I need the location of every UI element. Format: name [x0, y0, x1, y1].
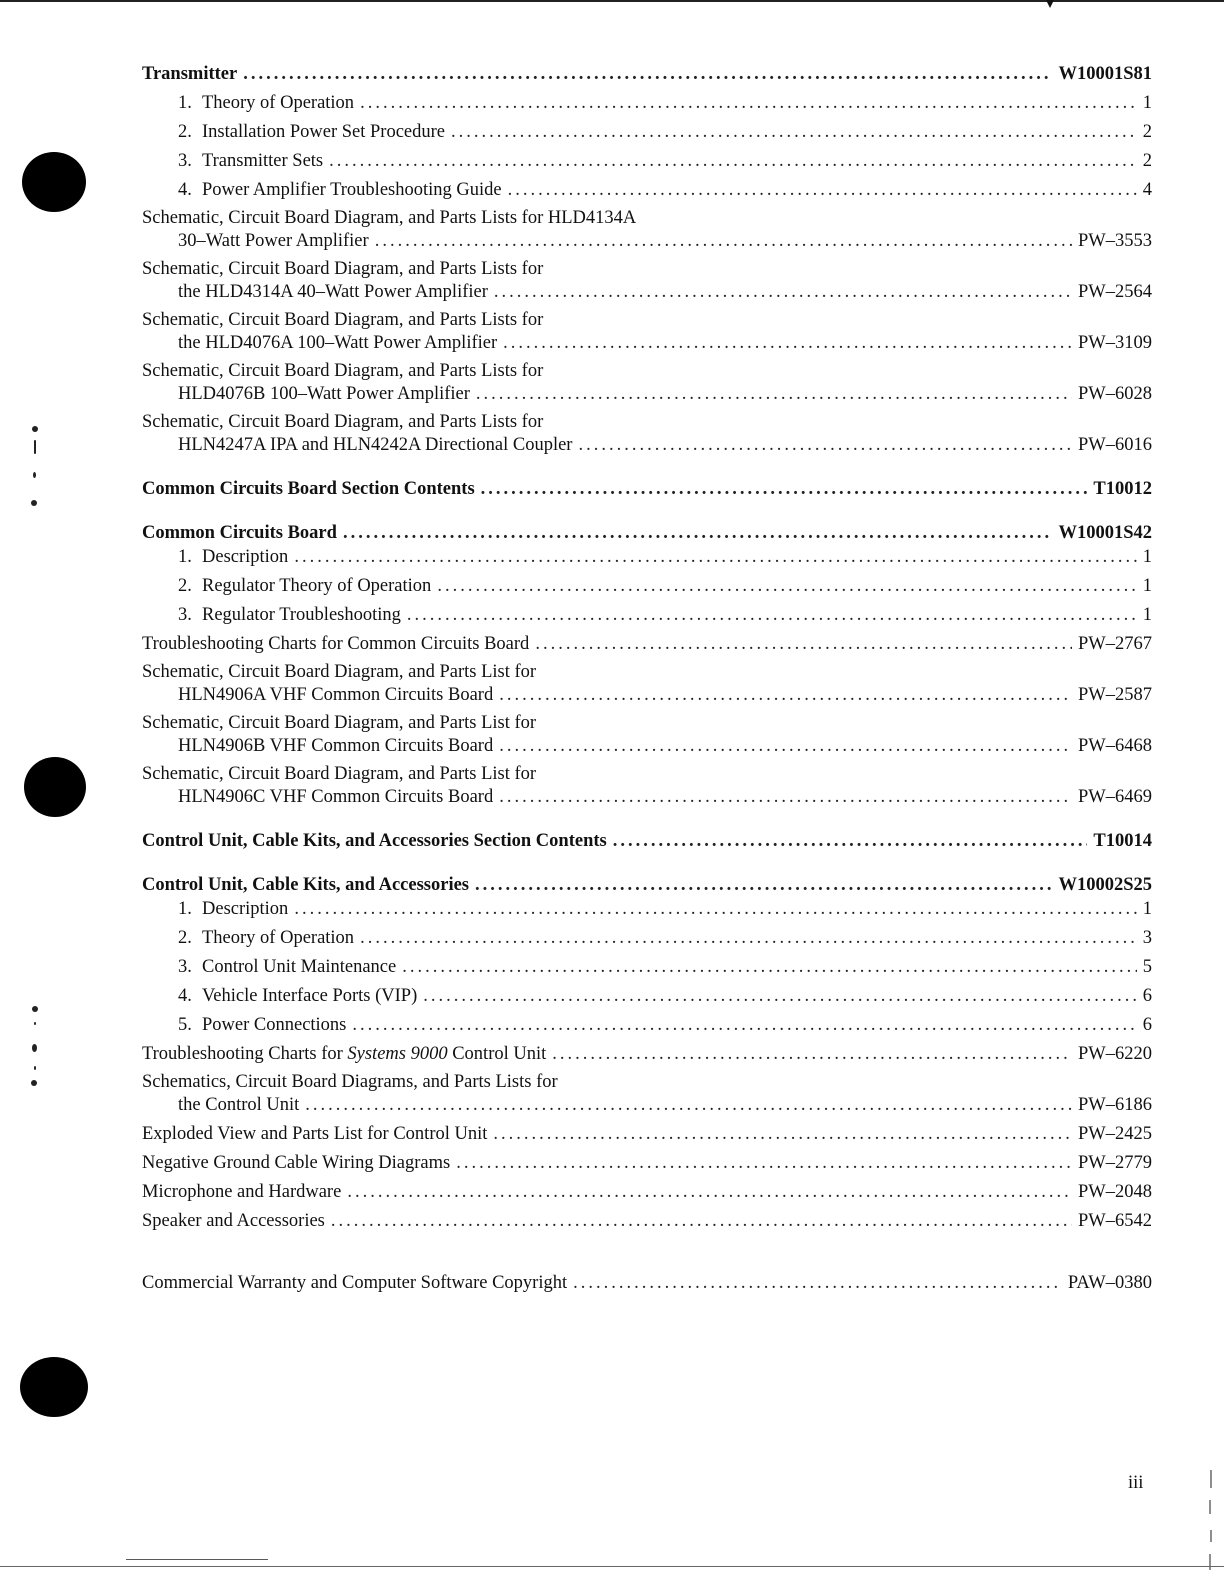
dot-leader — [347, 1180, 1072, 1204]
punch-hole — [24, 757, 86, 817]
dot-leader — [578, 433, 1072, 457]
item-number: 2. — [178, 928, 192, 948]
item-number: 3. — [178, 151, 192, 171]
toc-doc-entry[interactable] — [142, 763, 1152, 809]
toc-entry[interactable] — [142, 1209, 1152, 1233]
doc-ref: PW–3109 — [1078, 333, 1152, 353]
item-label: Theory of Operation — [202, 928, 355, 948]
doc-title-line: Schematic, Circuit Board Diagram, and Parts Lists for — [142, 259, 544, 279]
item-label: Regulator Troubleshooting — [202, 605, 401, 625]
doc-title-line: Schematic, Circuit Board Diagram, and Parts Lists for HLD4134A — [142, 208, 637, 228]
toc-item[interactable] — [142, 897, 1152, 921]
page-number: iii — [1128, 1473, 1144, 1493]
doc-ref: PW–6016 — [1078, 435, 1152, 455]
doc-ref: PW–3553 — [1078, 231, 1152, 251]
toc-entry-warranty[interactable] — [142, 1271, 1152, 1295]
doc-subtitle: HLN4247A IPA and HLN4242A Directional Coupler — [178, 435, 573, 455]
item-number: 5. — [178, 1015, 192, 1035]
item-page: 6 — [1142, 1015, 1152, 1035]
speck — [32, 1006, 38, 1012]
item-page: 2 — [1142, 151, 1152, 171]
toc-label: Control Unit, Cable Kits, and Accessories Section Contents — [142, 831, 607, 851]
entry-label: Negative Ground Cable Wiring Diagrams — [142, 1153, 451, 1173]
dot-leader — [493, 1122, 1072, 1146]
toc-doc-entry[interactable] — [142, 1071, 1152, 1117]
toc-item[interactable] — [142, 120, 1152, 144]
dot-leader — [573, 1271, 1062, 1295]
toc-ref: T10012 — [1093, 479, 1152, 499]
item-page: 1 — [1142, 93, 1152, 113]
doc-ref: PW–6186 — [1078, 1095, 1152, 1115]
dot-leader — [402, 955, 1137, 979]
entry-label: Exploded View and Parts List for Control Unit — [142, 1124, 488, 1144]
dot-leader — [475, 873, 1052, 897]
dot-leader — [360, 926, 1137, 950]
doc-ref: PW–6469 — [1078, 787, 1152, 807]
toc-doc-entry[interactable] — [142, 309, 1152, 355]
dot-leader — [375, 229, 1072, 253]
entry-ref: PW–6542 — [1078, 1211, 1152, 1231]
toc-item[interactable] — [142, 545, 1152, 569]
entry-label: Microphone and Hardware — [142, 1182, 342, 1202]
doc-subtitle: HLD4076B 100–Watt Power Amplifier — [178, 384, 470, 404]
toc-entry[interactable] — [142, 1151, 1152, 1175]
dot-leader — [331, 1209, 1072, 1233]
dot-leader — [407, 603, 1137, 627]
toc-section-cu[interactable] — [142, 873, 1152, 897]
entry-label-post: Control Unit — [447, 1044, 547, 1064]
doc-subtitle: HLN4906B VHF Common Circuits Board — [178, 736, 494, 756]
speck — [34, 1066, 36, 1070]
dot-leader — [360, 91, 1137, 115]
toc-label: Control Unit, Cable Kits, and Accessories — [142, 875, 470, 895]
doc-title-line: Schematics, Circuit Board Diagrams, and Parts Lists for — [142, 1072, 558, 1092]
toc-item[interactable] — [142, 955, 1152, 979]
entry-label: Speaker and Accessories — [142, 1211, 325, 1231]
doc-title-line: Schematic, Circuit Board Diagram, and Parts Lists for — [142, 361, 544, 381]
entry-ref: PW–2779 — [1078, 1153, 1152, 1173]
item-page: 1 — [1142, 547, 1152, 567]
toc-doc-entry[interactable] — [142, 207, 1152, 253]
dot-leader — [552, 1042, 1072, 1066]
dot-leader — [294, 897, 1136, 921]
item-number: 2. — [178, 122, 192, 142]
doc-subtitle: HLN4906A VHF Common Circuits Board — [178, 685, 494, 705]
dot-leader — [329, 149, 1137, 173]
item-label: Power Connections — [202, 1015, 347, 1035]
speck — [31, 1080, 37, 1086]
toc-entry[interactable] — [142, 632, 1152, 656]
speck — [33, 472, 36, 478]
dot-leader — [499, 683, 1072, 707]
table-of-contents — [142, 62, 1152, 1295]
item-page: 4 — [1142, 180, 1152, 200]
speck — [31, 500, 37, 506]
item-label: Vehicle Interface Ports (VIP) — [202, 986, 418, 1006]
item-label: Regulator Theory of Operation — [202, 576, 432, 596]
doc-title-line: Schematic, Circuit Board Diagram, and Parts List for — [142, 662, 537, 682]
speck — [32, 1044, 37, 1052]
doc-ref: PW–6468 — [1078, 736, 1152, 756]
item-page: 1 — [1142, 899, 1152, 919]
entry-ref: PW–2767 — [1078, 634, 1152, 654]
doc-subtitle: the HLD4076A 100–Watt Power Amplifier — [178, 333, 498, 353]
entry-ref: PAW–0380 — [1067, 1273, 1152, 1293]
toc-item[interactable] — [142, 574, 1152, 598]
dot-leader — [499, 785, 1072, 809]
dot-leader — [503, 331, 1072, 355]
dot-leader — [481, 477, 1088, 501]
toc-ref: W10002S25 — [1058, 875, 1152, 895]
punch-hole — [22, 152, 86, 212]
entry-label-italic: Systems 9000 — [347, 1044, 448, 1064]
item-number: 1. — [178, 547, 192, 567]
doc-subtitle: 30–Watt Power Amplifier — [178, 231, 369, 251]
dot-leader — [243, 62, 1052, 86]
entry-ref: PW–2048 — [1078, 1182, 1152, 1202]
dot-leader — [508, 178, 1137, 202]
doc-ref: PW–2587 — [1078, 685, 1152, 705]
entry-label: Commercial Warranty and Computer Software Copyright — [142, 1273, 568, 1293]
item-number: 4. — [178, 180, 192, 200]
dot-leader — [437, 574, 1136, 598]
item-page: 2 — [1142, 122, 1152, 142]
dot-leader — [451, 120, 1137, 144]
doc-ref: PW–2564 — [1078, 282, 1152, 302]
toc-doc-entry[interactable] — [142, 411, 1152, 457]
toc-item[interactable] — [142, 149, 1152, 173]
item-number: 2. — [178, 576, 192, 596]
dot-leader — [352, 1013, 1136, 1037]
bottom-edge-mark — [126, 1559, 268, 1560]
item-page: 1 — [1142, 576, 1152, 596]
toc-entry[interactable] — [142, 1180, 1152, 1204]
toc-doc-entry[interactable] — [142, 661, 1152, 707]
toc-section-ccb-contents[interactable] — [142, 477, 1152, 501]
item-number: 3. — [178, 605, 192, 625]
doc-title-line: Schematic, Circuit Board Diagram, and Parts Lists for — [142, 310, 544, 330]
item-label: Theory of Operation — [202, 93, 355, 113]
toc-ref: W10001S81 — [1058, 64, 1152, 84]
dot-leader — [305, 1093, 1072, 1117]
toc-ref: W10001S42 — [1058, 523, 1152, 543]
item-number: 1. — [178, 899, 192, 919]
toc-ref: T10014 — [1093, 831, 1152, 851]
dot-leader — [343, 521, 1053, 545]
entry-label-pre: Troubleshooting Charts for — [142, 1044, 348, 1064]
item-page: 6 — [1142, 986, 1152, 1006]
doc-title-line: Schematic, Circuit Board Diagram, and Parts List for — [142, 764, 537, 784]
toc-item[interactable] — [142, 603, 1152, 627]
punch-hole — [20, 1357, 88, 1417]
toc-doc-entry[interactable] — [142, 712, 1152, 758]
toc-label: Transmitter — [142, 64, 238, 84]
toc-section-cu-contents[interactable] — [142, 829, 1152, 853]
toc-entry[interactable] — [142, 1122, 1152, 1146]
doc-subtitle: the Control Unit — [178, 1095, 300, 1115]
item-number: 4. — [178, 986, 192, 1006]
toc-item[interactable] — [142, 1013, 1152, 1037]
item-number: 3. — [178, 957, 192, 977]
item-label: Transmitter Sets — [202, 151, 324, 171]
doc-subtitle: the HLD4314A 40–Watt Power Amplifier — [178, 282, 488, 302]
item-label: Description — [202, 899, 289, 919]
toc-item[interactable] — [142, 926, 1152, 950]
item-page: 5 — [1142, 957, 1152, 977]
toc-item[interactable] — [142, 984, 1152, 1008]
toc-doc-entry[interactable] — [142, 258, 1152, 304]
dot-leader — [423, 984, 1137, 1008]
item-label: Power Amplifier Troubleshooting Guide — [202, 180, 502, 200]
doc-ref: PW–6028 — [1078, 384, 1152, 404]
toc-item[interactable] — [142, 178, 1152, 202]
toc-section-ccb[interactable] — [142, 521, 1152, 545]
speck — [32, 426, 38, 432]
toc-doc-entry[interactable] — [142, 360, 1152, 406]
dot-leader — [499, 734, 1072, 758]
item-page: 1 — [1142, 605, 1152, 625]
item-label: Control Unit Maintenance — [202, 957, 397, 977]
item-number: 1. — [178, 93, 192, 113]
doc-subtitle: HLN4906C VHF Common Circuits Board — [178, 787, 494, 807]
entry-ref: PW–2425 — [1078, 1124, 1152, 1144]
bottom-edge-line — [0, 1566, 1224, 1567]
item-label: Description — [202, 547, 289, 567]
dot-leader — [494, 280, 1072, 304]
doc-title-line: Schematic, Circuit Board Diagram, and Parts List for — [142, 713, 537, 733]
dot-leader — [476, 382, 1072, 406]
dot-leader — [294, 545, 1136, 569]
toc-section-transmitter[interactable] — [142, 62, 1152, 86]
toc-label: Common Circuits Board — [142, 523, 337, 543]
doc-title-line: Schematic, Circuit Board Diagram, and Parts Lists for — [142, 412, 544, 432]
dot-leader — [535, 632, 1072, 656]
top-scan-mark — [1036, 0, 1062, 8]
right-edge-marks — [1207, 1470, 1213, 1570]
entry-ref: PW–6220 — [1078, 1044, 1152, 1064]
dot-leader — [456, 1151, 1072, 1175]
item-label: Installation Power Set Procedure — [202, 122, 446, 142]
speck — [34, 440, 36, 454]
toc-item[interactable] — [142, 91, 1152, 115]
entry-label: Troubleshooting Charts for Common Circuits Board — [142, 634, 530, 654]
toc-entry[interactable] — [142, 1042, 1152, 1066]
item-page: 3 — [1142, 928, 1152, 948]
speck — [34, 1022, 36, 1025]
dot-leader — [613, 829, 1088, 853]
toc-label: Common Circuits Board Section Contents — [142, 479, 475, 499]
